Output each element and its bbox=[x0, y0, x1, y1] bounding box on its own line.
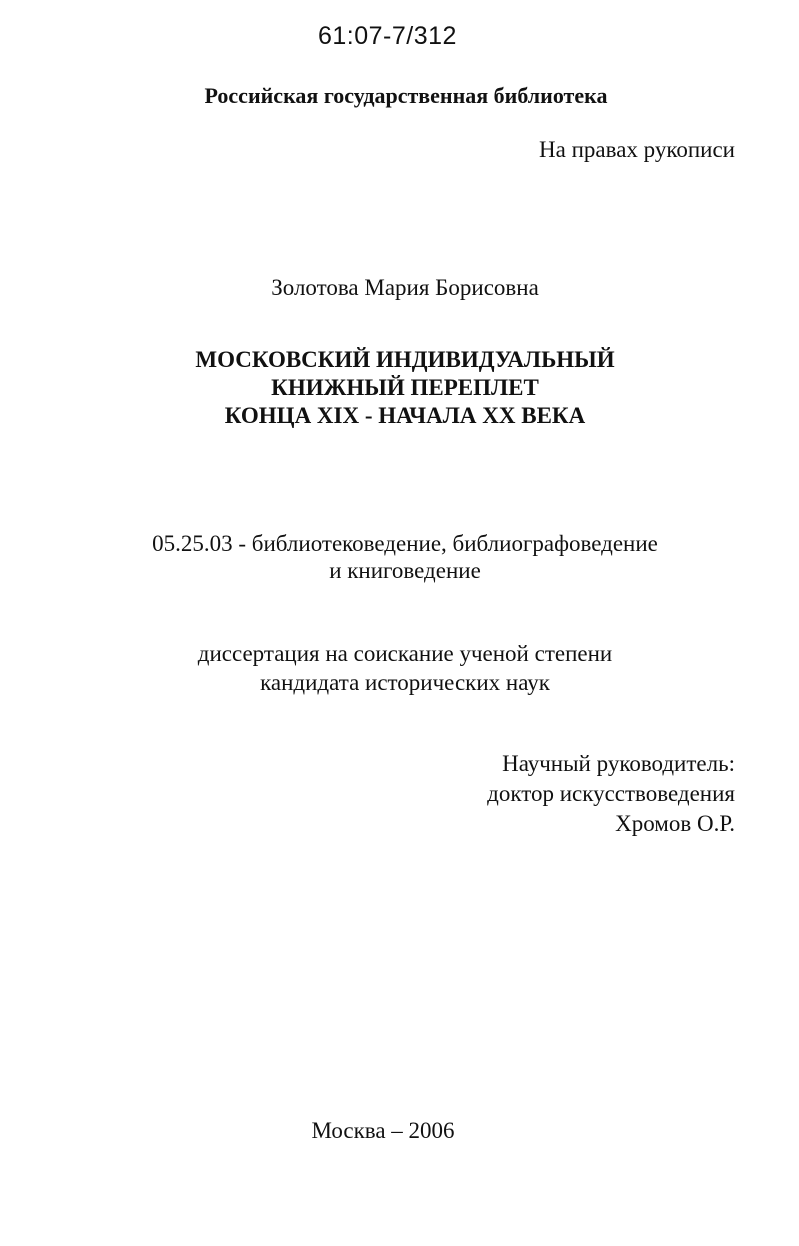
degree-statement bbox=[0, 639, 799, 697]
title-line-2: КНИЖНЫЙ ПЕРЕПЛЕТ bbox=[271, 375, 539, 400]
supervisor-label: Научный руководитель: bbox=[502, 751, 735, 776]
rights-notice: На правах рукописи bbox=[539, 137, 735, 162]
city-year: Москва – 2006 bbox=[311, 1118, 455, 1143]
supervisor-block bbox=[487, 749, 735, 839]
library-name: Российская государственная библиотека bbox=[204, 83, 608, 108]
degree-line-2: кандидата исторических наук bbox=[260, 670, 550, 695]
specialty-code bbox=[0, 530, 799, 584]
title-line-3: КОНЦА XIX - НАЧАЛА XX ВЕКА bbox=[224, 403, 586, 428]
catalog-number: 61:07-7/312 bbox=[318, 22, 457, 50]
supervisor-degree: доктор искусствоведения bbox=[487, 781, 735, 806]
author-name: Золотова Мария Борисовна bbox=[271, 275, 539, 300]
specialty-line-2: и книговедение bbox=[329, 558, 481, 583]
degree-line-1: диссертация на соискание ученой степени bbox=[197, 641, 613, 666]
supervisor-name: Хромов О.Р. bbox=[615, 811, 735, 836]
dissertation-title bbox=[0, 346, 799, 430]
title-line-1: МОСКОВСКИЙ ИНДИВИДУАЛЬНЫЙ bbox=[195, 347, 615, 372]
specialty-line-1: 05.25.03 - библиотековедение, библиографоведение bbox=[152, 531, 658, 556]
